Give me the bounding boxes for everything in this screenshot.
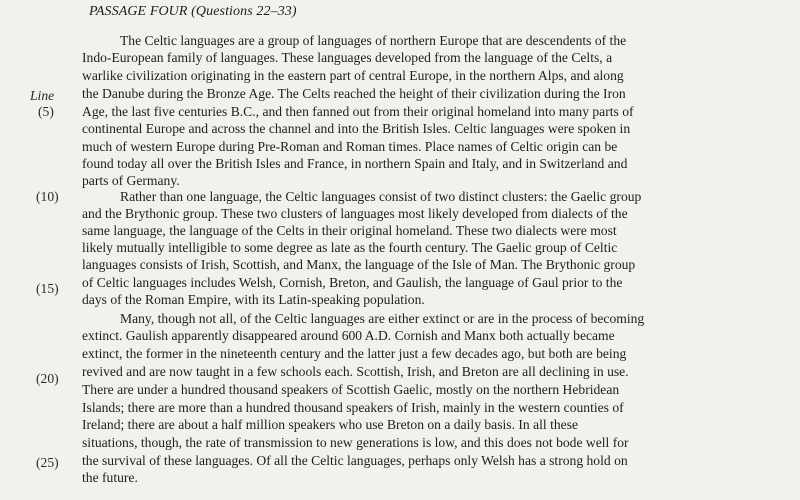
- passage-line: languages consists of Irish, Scottish, and Manx, the language of the Isle of Man. The Brythonic group: [82, 257, 636, 272]
- passage-line: of Celtic languages includes Welsh, Cornish, Breton, and Gaulish, the language of Gaul prior to the: [82, 275, 623, 290]
- passage-heading: PASSAGE FOUR (Questions 22–33): [89, 4, 297, 19]
- passage-line: much of western Europe during Pre-Roman and Roman times. Place names of Celtic origin can be: [82, 139, 618, 154]
- passage-line: likely mutually intelligible to some degree as late as the fourth century. The Gaelic group of Celtic: [82, 240, 618, 255]
- margin-label-10: (10): [36, 189, 59, 204]
- passage-line: found today all over the British Isles and France, in northern Spain and Italy, and in Switzerland and: [82, 156, 628, 171]
- passage-line: the Danube during the Bronze Age. The Celts reached the height of their civilization during the Iron: [82, 86, 626, 101]
- passage-line: the future.: [82, 470, 138, 485]
- passage-line: Rather than one language, the Celtic languages consist of two distinct clusters: the Gaelic group: [120, 189, 642, 204]
- passage-line: same language, the language of the Celts in their original homeland. These two dialects were most: [82, 223, 617, 238]
- passage-line: Indo-European family of languages. These languages developed from the language of the Celts, a: [82, 50, 613, 65]
- passage-line: There are under a hundred thousand speakers of Scottish Gaelic, mostly on the northern Hebridean: [82, 382, 620, 397]
- passage-line: days of the Roman Empire, with its Latin-speaking population.: [82, 292, 425, 307]
- passage-line: situations, though, the rate of transmission to new generations is low, and this does not bode well for: [82, 435, 629, 450]
- margin-label-15: (15): [36, 281, 59, 296]
- margin-label-5: (5): [38, 104, 54, 119]
- passage-line: The Celtic languages are a group of languages of northern Europe that are descendents of the: [120, 33, 627, 48]
- passage-line: revived and are now taught in a few schools each. Scottish, Irish, and Breton are all declining in use.: [82, 364, 629, 379]
- passage-line: and the Brythonic group. These two clusters of languages most likely developed from dialects of the: [82, 206, 628, 221]
- margin-label-20: (20): [36, 371, 59, 386]
- passage-line: warlike civilization originating in the eastern part of central Europe, in the northern Alps, and along: [82, 68, 624, 83]
- passage-line: Ireland; there are about a half million speakers who use Breton on a daily basis. In all these: [82, 417, 579, 432]
- margin-label-25: (25): [36, 455, 59, 470]
- passage-line: Age, the last five centuries B.C., and then fanned out from their original homeland into many parts of: [82, 104, 634, 119]
- margin-label-line: Line: [30, 88, 55, 103]
- passage-line: Many, though not all, of the Celtic languages are either extinct or are in the process of becoming: [120, 311, 645, 326]
- passage-line: the survival of these languages. Of all the Celtic languages, perhaps only Welsh has a strong hold on: [82, 453, 628, 468]
- passage-line: continental Europe and across the channel and into the British Isles. Celtic languages were spoken in: [82, 121, 631, 136]
- passage-line: extinct, the former in the nineteenth century and the latter just a few decades ago, but both are being: [82, 346, 627, 361]
- passage-line: extinct. Gaulish apparently disappeared around 600 A.D. Cornish and Manx both actually became: [82, 328, 615, 343]
- passage-line: Islands; there are more than a hundred thousand speakers of Irish, mainly in the western counties of: [82, 400, 624, 415]
- passage-line: parts of Germany.: [82, 173, 180, 188]
